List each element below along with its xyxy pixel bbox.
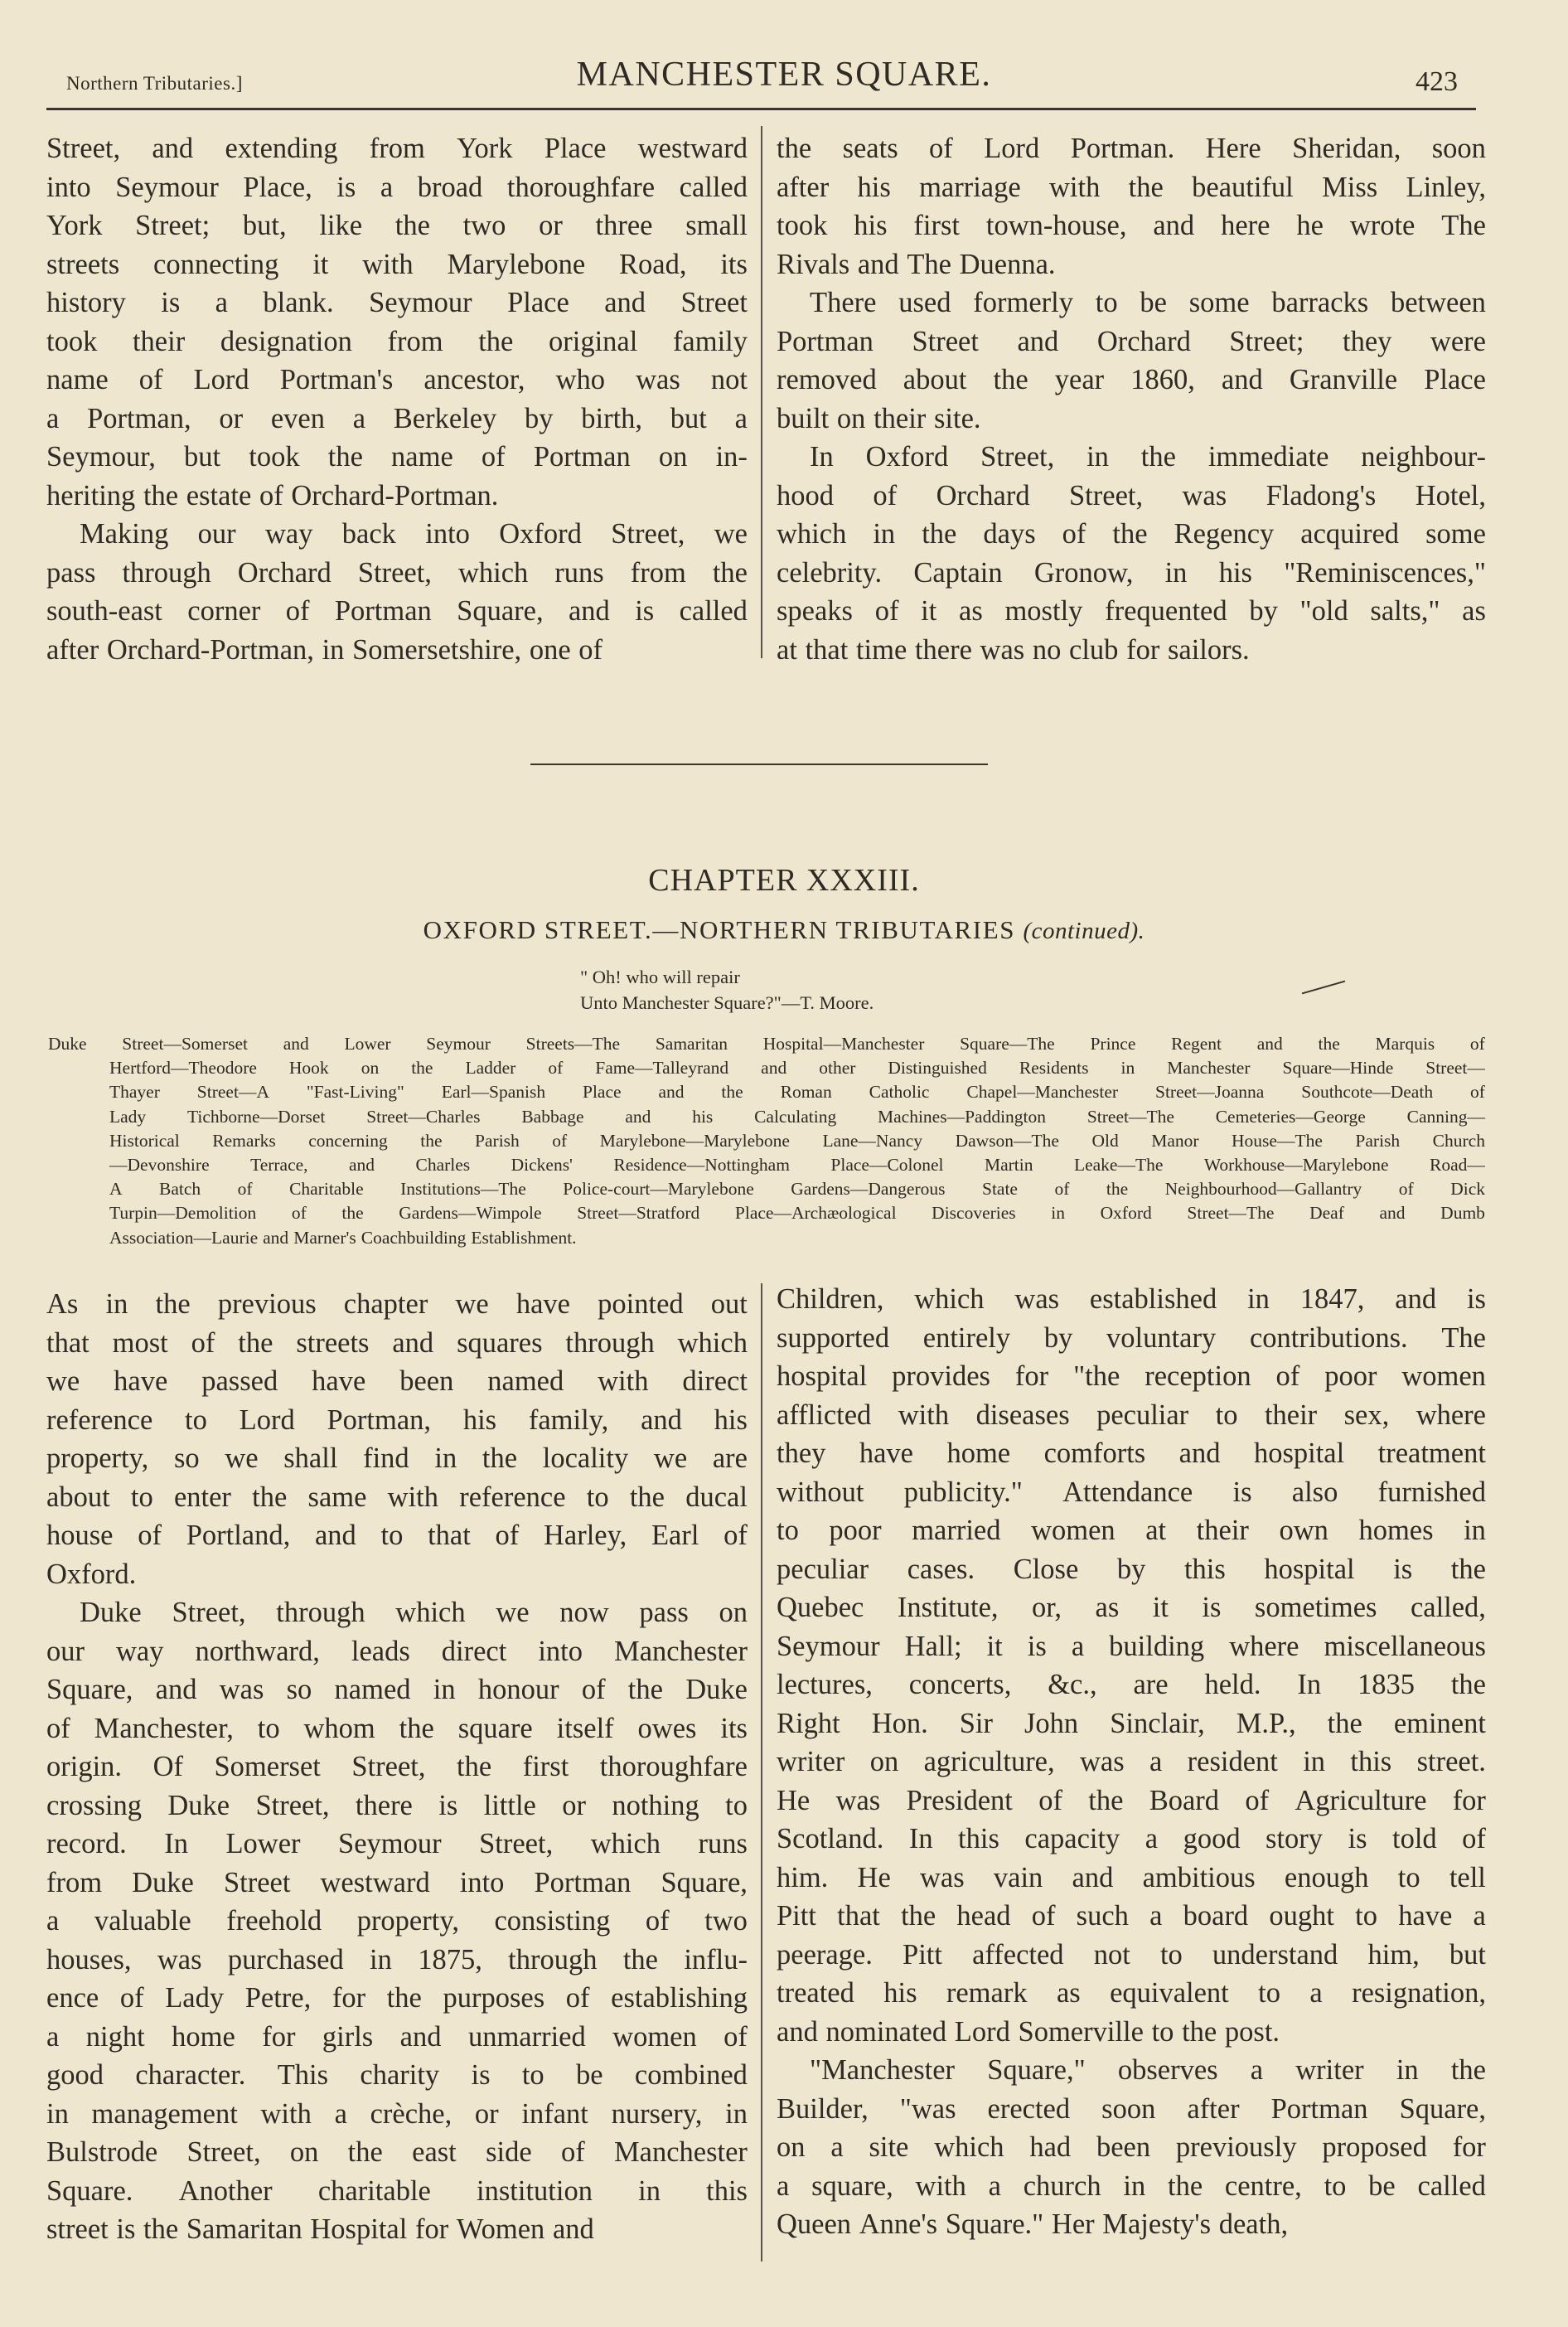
text-line: after his marriage with the beautiful Miss Linley, bbox=[777, 171, 1486, 203]
text-line: Seymour, but took the name of Portman on in- bbox=[46, 441, 748, 473]
text-line: peerage. Pitt affected not to understand him, but bbox=[777, 1938, 1486, 1971]
summary-line: Lady Tichborne—Dorset Street—Charles Babbage and his Calculating Machines—Paddington Street—The Cemeteries—George Canning— bbox=[109, 1106, 1485, 1127]
text-line: Scotland. In this capacity a good story is told of bbox=[777, 1823, 1486, 1854]
text-line: streets connecting it with Marylebone Road, its bbox=[46, 248, 748, 280]
text-line: Oxford. bbox=[46, 1558, 137, 1590]
text-line: pass through Orchard Street, which runs from the bbox=[46, 556, 748, 589]
text-line: a square, with a church in the centre, to be called bbox=[777, 2169, 1486, 2202]
page-number: 423 bbox=[1416, 66, 1458, 97]
text-line: peculiar cases. Close by this hospital is the bbox=[777, 1553, 1486, 1585]
text-line: speaks of it as mostly frequented by "old salts," as bbox=[777, 595, 1486, 627]
text-line: reference to Lord Portman, his family, and his bbox=[46, 1403, 748, 1436]
text-line: after Orchard-Portman, in Somersetshire, one of bbox=[46, 633, 603, 666]
text-line: that most of the streets and squares through which bbox=[46, 1326, 748, 1359]
header-rule bbox=[46, 108, 1476, 110]
top-right-column bbox=[777, 129, 1486, 669]
text-line: built on their site. bbox=[777, 402, 981, 434]
running-header-title: MANCHESTER SQUARE. bbox=[576, 56, 992, 94]
chapter-summary bbox=[48, 1032, 1485, 1250]
text-line: celebrity. Captain Gronow, in his "Reminiscences," bbox=[777, 556, 1486, 589]
chapter-subtitle-note: (continued). bbox=[1023, 918, 1145, 944]
text-line: crossing Duke Street, there is little or nothing to bbox=[46, 1789, 748, 1821]
text-line: Builder, "was erected soon after Portman Square, bbox=[777, 2092, 1486, 2125]
epigraph-line-1: " Oh! who will repair bbox=[580, 967, 740, 987]
epigraph-line-2: Unto Manchester Square?"—T. Moore. bbox=[580, 992, 874, 1013]
text-line: Duke Street, through which we now pass on bbox=[80, 1597, 748, 1628]
text-line: him. He was vain and ambitious enough to tell bbox=[777, 1861, 1486, 1893]
summary-line: Duke Street—Somerset and Lower Seymour Streets—The Samaritan Hospital—Manchester Square—The Prince Regent and the Marquis of bbox=[48, 1034, 1485, 1054]
pen-mark bbox=[1302, 981, 1345, 995]
text-line: the seats of Lord Portman. Here Sheridan, soon bbox=[777, 133, 1486, 164]
text-line: our way northward, leads direct into Manchester bbox=[46, 1635, 748, 1667]
bottom-left-column bbox=[46, 1285, 748, 2249]
text-line: about to enter the same with reference to the ducal bbox=[46, 1481, 748, 1513]
text-line: they have home comforts and hospital treatment bbox=[777, 1437, 1486, 1469]
text-line: street is the Samaritan Hospital for Women and bbox=[46, 2213, 594, 2245]
text-line: at that time there was no club for sailors. bbox=[777, 633, 1250, 666]
text-line: into Seymour Place, is a broad thoroughfare called bbox=[46, 171, 748, 203]
text-line: Street, and extending from York Place westward bbox=[46, 133, 748, 164]
text-line: a Portman, or even a Berkeley by birth, but a bbox=[46, 402, 748, 434]
epigraph bbox=[580, 964, 874, 1016]
text-line: on a site which had been previously proposed for bbox=[777, 2131, 1486, 2163]
text-line: Quebec Institute, or, as it is sometimes called, bbox=[777, 1592, 1486, 1623]
text-line: writer on agriculture, was a resident in this street. bbox=[777, 1746, 1486, 1777]
text-line: There used formerly to be some barracks between bbox=[810, 287, 1486, 318]
text-line: He was President of the Board of Agriculture for bbox=[777, 1784, 1486, 1816]
text-line: York Street; but, like the two or three small bbox=[46, 210, 748, 241]
summary-line: Hertford—Theodore Hook on the Ladder of Fame—Talleyrand and other Distinguished Residents in Manchester Square—Hinde Street— bbox=[109, 1058, 1485, 1079]
text-line: Square, and was so named in honour of the Duke bbox=[46, 1674, 748, 1705]
summary-line: Association—Laurie and Marner's Coachbuilding Establishment. bbox=[109, 1227, 577, 1248]
top-left-column bbox=[46, 129, 748, 669]
text-line: lectures, concerts, &c., are held. In 1835 the bbox=[777, 1669, 1486, 1700]
text-line: Square. Another charitable institution in this bbox=[46, 2174, 748, 2207]
text-line: record. In Lower Seymour Street, which runs bbox=[46, 1828, 748, 1859]
text-line: heriting the estate of Orchard-Portman. bbox=[46, 479, 499, 511]
column-divider-bottom bbox=[761, 1283, 762, 2262]
column-divider-top bbox=[761, 126, 762, 658]
text-line: supported entirely by voluntary contributions. The bbox=[777, 1321, 1486, 1354]
text-line: property, so we shall find in the locality we are bbox=[46, 1442, 748, 1474]
text-line: Bulstrode Street, on the east side of Manchester bbox=[46, 2136, 748, 2168]
text-line: origin. Of Somerset Street, the first thoroughfare bbox=[46, 1751, 748, 1782]
text-line: we have passed have been named with direct bbox=[46, 1365, 748, 1397]
text-line: Queen Anne's Square." Her Majesty's death, bbox=[777, 2208, 1289, 2240]
text-line: which in the days of the Regency acquired some bbox=[777, 518, 1486, 550]
summary-line: Thayer Street—A "Fast-Living" Earl—Spanish Place and the Roman Catholic Chapel—Manchester Street—Joanna Southcote—Death of bbox=[109, 1082, 1485, 1103]
text-line: Making our way back into Oxford Street, we bbox=[80, 518, 748, 550]
text-line: "Manchester Square," observes a writer in the bbox=[810, 2054, 1486, 2086]
text-line: without publicity." Attendance is also furnished bbox=[777, 1476, 1486, 1508]
summary-line: A Batch of Charitable Institutions—The Police-court—Marylebone Gardens—Dangerous State of the Neighbourhood—Gallantry of Dick bbox=[109, 1179, 1485, 1200]
text-line: Seymour Hall; it is a building where miscellaneous bbox=[777, 1630, 1486, 1662]
text-line: In Oxford Street, in the immediate neighbour- bbox=[810, 441, 1486, 473]
text-line: Portman Street and Orchard Street; they were bbox=[777, 325, 1486, 357]
summary-line: Turpin—Demolition of the Gardens—Wimpole Street—Stratford Place—Archæological Discoveries in Oxford Street—The Deaf and Dumb bbox=[109, 1203, 1485, 1224]
text-line: history is a blank. Seymour Place and Street bbox=[46, 287, 748, 318]
text-line: removed about the year 1860, and Granville Place bbox=[777, 364, 1486, 395]
text-line: of Manchester, to whom the square itself owes its bbox=[46, 1712, 748, 1744]
chapter-subtitle bbox=[0, 915, 1568, 945]
text-line: south-east corner of Portman Square, and is called bbox=[46, 595, 748, 627]
text-line: good character. This charity is to be combined bbox=[46, 2059, 748, 2091]
text-line: houses, was purchased in 1875, through the influ- bbox=[46, 1943, 748, 1976]
text-line: took his first town-house, and here he wrote The bbox=[777, 210, 1486, 241]
text-line: afflicted with diseases peculiar to their sex, where bbox=[777, 1399, 1486, 1431]
bottom-right-column bbox=[777, 1280, 1486, 2244]
text-line: hospital provides for "the reception of poor women bbox=[777, 1360, 1486, 1392]
text-line: treated his remark as equivalent to a resignation, bbox=[777, 1977, 1486, 2009]
chapter-title: CHAPTER XXXIII. bbox=[648, 863, 920, 898]
section-divider bbox=[530, 764, 988, 765]
text-line: took their designation from the original family bbox=[46, 325, 748, 357]
text-line: name of Lord Portman's ancestor, who was not bbox=[46, 364, 748, 395]
summary-line: —Devonshire Terrace, and Charles Dickens' Residence—Nottingham Place—Colonel Martin Leake—The Workhouse—Marylebone Road— bbox=[109, 1155, 1485, 1176]
running-header-section: Northern Tributaries.] bbox=[66, 73, 243, 94]
text-line: Children, which was established in 1847, and is bbox=[777, 1283, 1486, 1315]
summary-line: Historical Remarks concerning the Parish of Marylebone—Marylebone Lane—Nancy Dawson—The Old Manor House—The Parish Church bbox=[109, 1130, 1485, 1151]
text-line: hood of Orchard Street, was Fladong's Hotel, bbox=[777, 479, 1486, 511]
text-line: to poor married women at their own homes in bbox=[777, 1515, 1486, 1546]
text-line: Pitt that the head of such a board ought to have a bbox=[777, 1900, 1486, 1932]
text-line: in management with a crèche, or infant nursery, in bbox=[46, 2097, 748, 2130]
text-line: from Duke Street westward into Portman Square, bbox=[46, 1866, 748, 1898]
text-line: a valuable freehold property, consisting of two bbox=[46, 1905, 748, 1937]
text-line: a night home for girls and unmarried women of bbox=[46, 2020, 748, 2053]
text-line: house of Portland, and to that of Harley, Earl of bbox=[46, 1520, 748, 1551]
text-line: As in the previous chapter we have pointed out bbox=[46, 1288, 748, 1320]
text-line: Right Hon. Sir John Sinclair, M.P., the eminent bbox=[777, 1707, 1486, 1739]
chapter-subtitle-main: OXFORD STREET.—NORTHERN TRIBUTARIES bbox=[423, 915, 1016, 944]
text-line: and nominated Lord Somerville to the post. bbox=[777, 2015, 1280, 2048]
text-line: Rivals and The Duenna. bbox=[777, 248, 1056, 280]
text-line: ence of Lady Petre, for the purposes of establishing bbox=[46, 1982, 748, 2014]
